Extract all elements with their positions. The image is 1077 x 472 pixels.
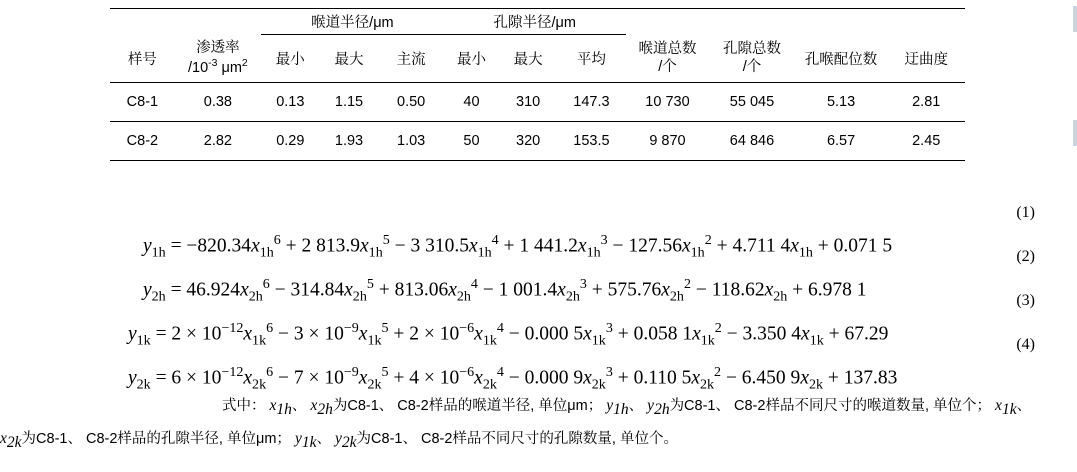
equation-notes (0, 392, 1077, 457)
equation-2-body: $y_{2h} = 46.924x_{2h}^6 - 314.84x_{2h}^5 + 813.06x_{2h}^4 - 1$ $001.4x_{2h}^3 + 575.76x_{2h}^2 - 118.62x_{2h} + 6.978$ 1 (143, 276, 867, 305)
cell-pore-count: 55 045 (709, 83, 794, 122)
col-header-tortuosity: 迂曲度 (887, 35, 965, 83)
equation-2 (0, 248, 1077, 310)
cell-pore-avg: 147.3 (557, 83, 625, 122)
col-header-permeability-unit: $/10^{-3}$ $\mu m^2$ (188, 58, 248, 77)
table-header-row (110, 35, 965, 83)
equation-3-body: $y_{1k} = 2 \times 10^{-12}x_{1k}^6 - 3 \times 10^{-9}x_{1k}^5 + 2 \times 10^{-6}x_{1k}^4 - 0.000$ $5x_{1k}^3 + 0.058$ $1x_{1k}^2 - 3.350$ $4x_{1k} + 67.29$ (128, 320, 889, 349)
cell-coordination: 6.57 (795, 122, 888, 161)
cell-sample: C8-1 (110, 83, 175, 122)
equation-4-body: $y_{2k} = 6 \times 10^{-12}x_{2k}^6 - 7 \times 10^{-9}x_{2k}^5 + 4 \times 10^{-6}x_{2k}^4 - 0.000$ $9x_{2k}^3 + 0.110$ $5x_{2k}^2 - 6.450$ $9x_{2k} + 137.83$ (128, 364, 898, 393)
cell-coordination: 5.13 (795, 83, 888, 122)
parameter-table (110, 8, 965, 161)
col-header-throat-main: 主流 (378, 35, 444, 83)
equation-1-body: $y_{1h} = -820.34x_{1h}^6 + 2$ $813.9x_{1h}^5 - 3$ $310.5x_{1h}^4 + 1$ $441.2x_{1h}^3 - 127.56x_{1h}^2 + 4.711$ $4x_{1h} + 0.071$ 5 (143, 232, 893, 261)
equation-4-number: (4) (1016, 336, 1035, 353)
equation-2-number: (2) (1016, 248, 1035, 265)
equation-1 (0, 204, 1077, 266)
cell-pore-max: 320 (499, 122, 557, 161)
cell-tortuosity: 2.45 (887, 122, 965, 161)
cell-pore-min: 50 (444, 122, 499, 161)
cell-pore-min: 40 (444, 83, 499, 122)
cell-throat-main: 0.50 (378, 83, 444, 122)
cell-throat-max: 1.93 (320, 122, 379, 161)
parameter-table-container (110, 8, 965, 161)
cell-pore-avg: 153.5 (557, 122, 625, 161)
col-header-pore-min: 最小 (444, 35, 499, 83)
cell-throat-max: 1.15 (320, 83, 379, 122)
table-group-header-row (110, 9, 965, 35)
col-header-sample: 样号 (110, 35, 175, 83)
group-header-throat-radius: 喉道半径/μm (261, 9, 444, 35)
table-row (110, 122, 965, 161)
page-edge-mark-top (1073, 6, 1077, 32)
equation-1-number: (1) (1016, 204, 1035, 221)
cell-permeability: 0.38 (175, 83, 261, 122)
cell-throat-min: 0.13 (261, 83, 320, 122)
col-header-pore-avg: 平均 (557, 35, 625, 83)
table-row (110, 83, 965, 122)
col-header-pore-count: 孔隙总数 /个 (709, 35, 794, 83)
col-header-permeability: 渗透率 $/10^{-3}$ $\mu m^2$ (175, 35, 261, 83)
cell-tortuosity: 2.81 (887, 83, 965, 122)
col-header-throat-min: 最小 (261, 35, 320, 83)
notes-prefix: 式中： (222, 398, 266, 414)
equation-3-number: (3) (1016, 292, 1035, 309)
cell-pore-max: 310 (499, 83, 557, 122)
col-header-coordination: 孔喉配位数 (795, 35, 888, 83)
cell-throat-min: 0.29 (261, 122, 320, 161)
col-header-throat-count: 喉道总数 /个 (626, 35, 710, 83)
equation-3 (0, 292, 1077, 354)
notes-line-2: $x_{2k}$为C8-1、 C8-2样品的孔隙半径, 单位μm； $y_{1k}$、 $y_{2k}$为C8-1、 C8-2样品不同尺寸的孔隙数量, 单位个。 (0, 429, 678, 451)
cell-throat-count: 10 730 (626, 83, 710, 122)
group-header-pore-radius: 孔隙半径/μm (444, 9, 626, 35)
cell-pore-count: 64 846 (709, 122, 794, 161)
col-header-pore-max: 最大 (499, 35, 557, 83)
cell-sample: C8-2 (110, 122, 175, 161)
cell-throat-count: 9 870 (626, 122, 710, 161)
notes-line-1: 式中： $x_{1h}$、 $x_{2h}$为C8-1、 C8-2样品的喉道半径, 单位μm； $y_{1h}$、 $y_{2h}$为C8-1、 C8-2样品不同尺寸的喉道数量, 单位个； $x_{1k}$、 (222, 397, 1032, 418)
col-header-throat-max: 最大 (320, 35, 379, 83)
cell-throat-main: 1.03 (378, 122, 444, 161)
page-edge-mark-mid (1073, 120, 1077, 146)
equation-block (0, 204, 1077, 398)
cell-permeability: 2.82 (175, 122, 261, 161)
